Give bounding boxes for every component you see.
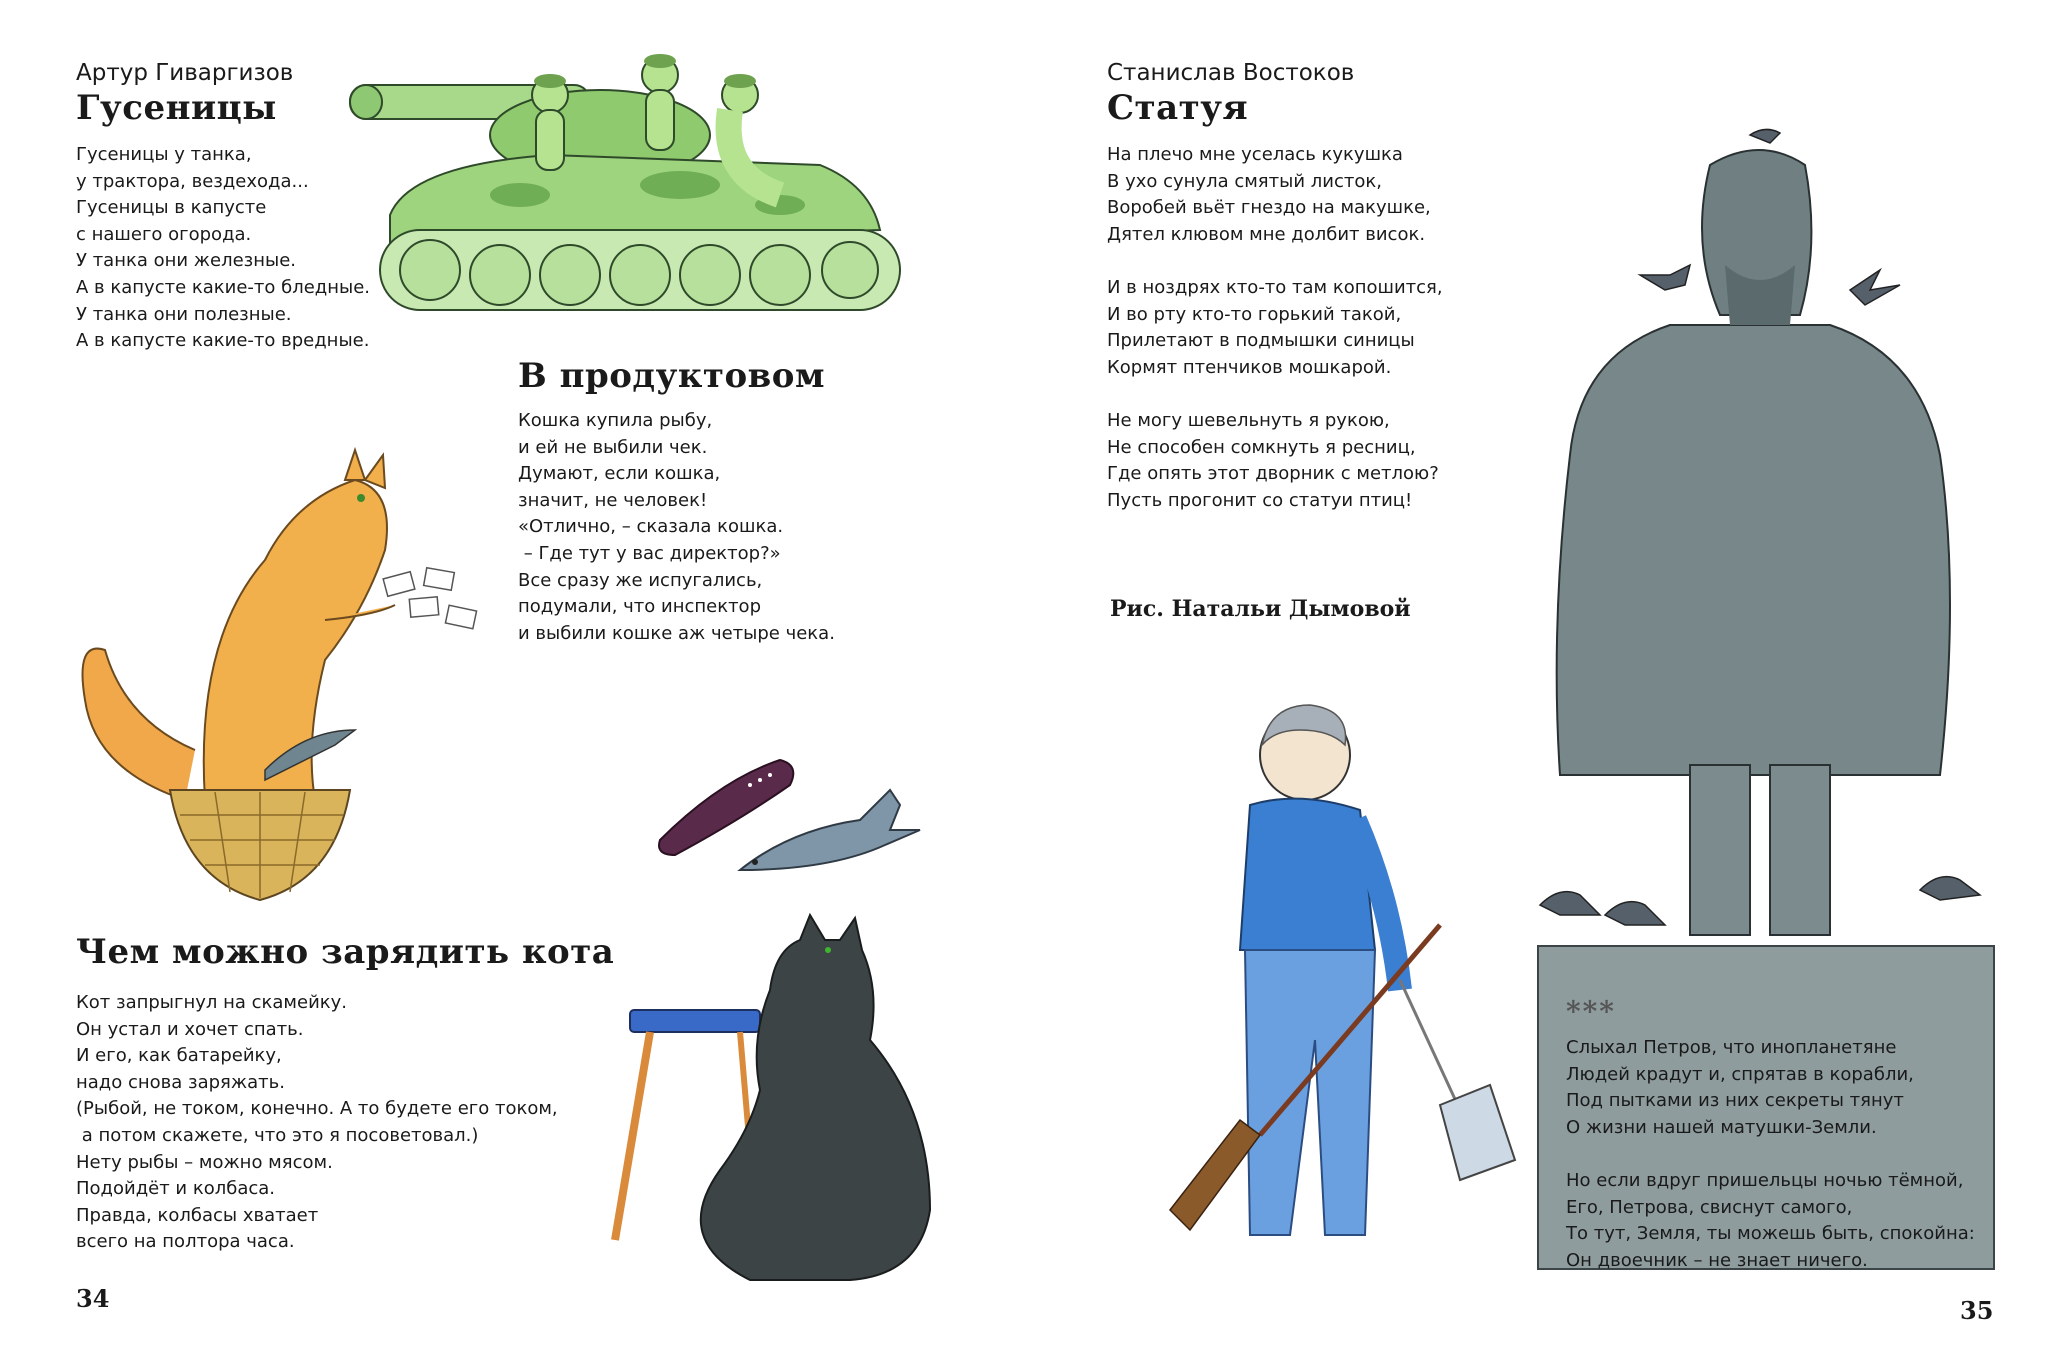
poem-statue-text bbox=[1107, 142, 1443, 514]
poem-line: Гусеницы у танка, bbox=[76, 144, 252, 165]
poem-line: Воробей вьёт гнездо на макушке, bbox=[1107, 197, 1431, 219]
poem-line: Где опять этот дворник с метлою? bbox=[1107, 463, 1439, 485]
poem-line: Нету рыбы – можно мясом. bbox=[76, 1151, 333, 1173]
poem-line: всего на полтора часа. bbox=[76, 1231, 295, 1253]
statue-illustration bbox=[1520, 125, 2000, 955]
poem-line: Его, Петрова, свиснут самого, bbox=[1566, 1196, 1853, 1218]
poem-grocery-text bbox=[518, 408, 835, 647]
poem-title-statue: Статуя bbox=[1107, 88, 1249, 128]
poem-line: О жизни нашей матушки-Земли. bbox=[1566, 1116, 1877, 1138]
poem-line: Людей крадут и, спрятав в корабли, bbox=[1566, 1063, 1914, 1085]
poem-line: Он устал и хочет спать. bbox=[76, 1018, 304, 1040]
poem-line: Кот запрыгнул на скамейку. bbox=[76, 992, 348, 1013]
poem-line: Думают, если кошка, bbox=[518, 463, 721, 485]
poem-line: Дятел клювом мне долбит висок. bbox=[1107, 223, 1426, 245]
poem-title-charge-cat: Чем можно зарядить кота bbox=[76, 932, 615, 972]
poem-title-stars: *** bbox=[1566, 995, 1616, 1028]
poem-line: А в капусте какие-то бледные. bbox=[76, 276, 371, 298]
poem-caterpillars-text bbox=[76, 142, 370, 355]
stanza-gap bbox=[1107, 248, 1443, 275]
poem-line: Слыхал Петров, что инопланетяне bbox=[1566, 1037, 1897, 1058]
poem-line: и выбили кошке аж четыре чека. bbox=[518, 622, 835, 644]
poem-line: Кормят птенчиков мошкарой. bbox=[1107, 356, 1392, 378]
poem-line: Все сразу же испугались, bbox=[518, 569, 763, 591]
page-number-left: 34 bbox=[76, 1284, 110, 1313]
stanza-gap bbox=[1566, 1141, 1975, 1168]
stanza-gap bbox=[1107, 381, 1443, 408]
poem-title-grocery: В продуктовом bbox=[518, 356, 825, 396]
poem-line: И его, как батарейку, bbox=[76, 1045, 282, 1067]
poem-line: (Рыбой, не током, конечно. А то будете его током, bbox=[76, 1098, 558, 1120]
poem-line: с нашего огорода. bbox=[76, 223, 252, 245]
poem-petrov-text bbox=[1566, 1035, 1975, 1274]
poem-line: «Отлично, – сказала кошка. bbox=[518, 516, 784, 538]
poem-line: Прилетают в подмышки синицы bbox=[1107, 330, 1415, 352]
poem-line: подумали, что инспектор bbox=[518, 596, 761, 618]
poem-line: – Где тут у вас директор?» bbox=[518, 542, 781, 564]
poem-line: И во рту кто-то горький такой, bbox=[1107, 303, 1402, 325]
illustrator-credit: Рис. Натальи Дымовой bbox=[1110, 596, 1411, 622]
poem-line: У танка они полезные. bbox=[76, 303, 292, 325]
poem-line: Подойдёт и колбаса. bbox=[76, 1178, 276, 1200]
poem-line: Не способен сомкнуть я ресниц, bbox=[1107, 436, 1416, 458]
poem-line: А в капусте какие-то вредные. bbox=[76, 330, 370, 352]
poem-line: и ей не выбили чек. bbox=[518, 436, 708, 458]
poem-line: у трактора, вездехода... bbox=[76, 170, 309, 192]
poem-line: У танка они железные. bbox=[76, 250, 297, 272]
poem-line: Но если вдруг пришельцы ночью тёмной, bbox=[1566, 1169, 1964, 1191]
ginger-cat-illustration bbox=[65, 440, 495, 920]
black-cat-illustration bbox=[600, 910, 960, 1280]
poem-line: То тут, Земля, ты можешь быть, спокойна: bbox=[1566, 1223, 1975, 1245]
sausage-and-fish-illustration bbox=[650, 730, 940, 880]
janitor-illustration bbox=[1150, 690, 1520, 1270]
poem-line: Правда, колбасы хватает bbox=[76, 1204, 319, 1226]
poem-line: надо снова заряжать. bbox=[76, 1071, 285, 1093]
author-right: Станислав Востоков bbox=[1107, 60, 1355, 86]
tank-illustration bbox=[350, 55, 910, 325]
poem-line: Кошка купила рыбу, bbox=[518, 410, 713, 431]
poem-line: Пусть прогонит со статуи птиц! bbox=[1107, 489, 1413, 511]
poem-line: Под пытками из них секреты тянут bbox=[1566, 1090, 1904, 1112]
poem-line: В ухо сунула смятый листок, bbox=[1107, 170, 1382, 192]
author-left: Артур Гиваргизов bbox=[76, 60, 294, 86]
poem-title-caterpillars: Гусеницы bbox=[76, 88, 277, 128]
poem-line: На плечо мне уселась кукушка bbox=[1107, 144, 1403, 165]
page-number-right: 35 bbox=[1960, 1296, 1994, 1325]
poem-line: Гусеницы в капусте bbox=[76, 197, 267, 219]
poem-line: а потом скажете, что это я посоветовал.) bbox=[76, 1124, 479, 1146]
poem-line: значит, не человек! bbox=[518, 489, 708, 511]
poem-line: И в ноздрях кто-то там копошится, bbox=[1107, 276, 1443, 298]
poem-charge-cat-text bbox=[76, 990, 558, 1256]
poem-line: Не могу шевельнуть я рукою, bbox=[1107, 409, 1390, 431]
poem-line: Он двоечник – не знает ничего. bbox=[1566, 1249, 1868, 1271]
